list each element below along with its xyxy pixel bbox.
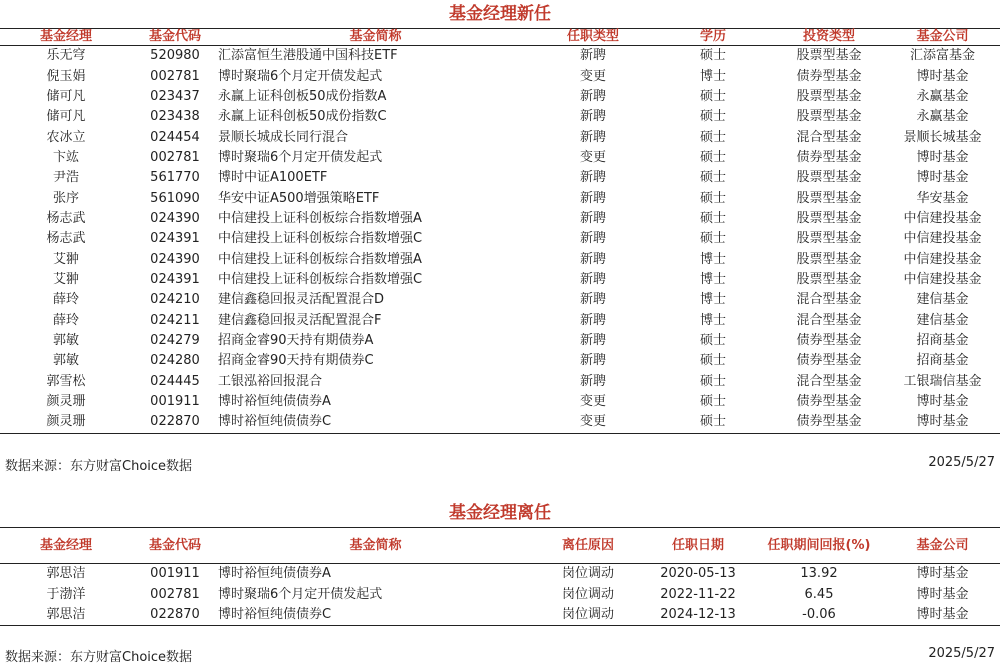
cell-tenure-date: 2022-11-22 [660, 586, 736, 602]
cell-manager: 杨志武 [46, 210, 86, 226]
cell-investment-type: 股票型基金 [796, 231, 862, 247]
cell-fund-code: 024390 [150, 210, 200, 226]
cell-type: 新聘 [579, 373, 606, 389]
cell-manager: 张序 [52, 190, 79, 206]
cell-investment-type: 债券型基金 [773, 412, 885, 433]
cell-education: 博士 [699, 292, 726, 308]
cell-manager: 薛玲 [52, 312, 79, 328]
cell-education: 博士 [699, 271, 726, 287]
cell-tenure-return: -0.06 [753, 605, 885, 626]
table-row [0, 351, 1000, 371]
cell-education: 硕士 [699, 231, 726, 247]
cell-manager: 郭思洁 [0, 605, 132, 626]
header-education: 学历 [653, 29, 773, 46]
cell-leave-reason: 岗位调动 [561, 586, 614, 602]
cell-education: 硕士 [699, 88, 726, 104]
cell-manager: 颜灵珊 [46, 394, 86, 410]
table-row [0, 249, 1000, 269]
cell-fund-company: 华安基金 [916, 190, 969, 206]
cell-fund-company: 博时基金 [916, 149, 969, 165]
cell-manager: 郭雪松 [46, 373, 86, 389]
cell-type: 新聘 [579, 129, 606, 145]
cell-fund-company: 工银瑞信基金 [903, 373, 982, 389]
cell-education: 硕士 [699, 109, 726, 125]
cell-education: 硕士 [699, 48, 726, 64]
cell-type: 新聘 [579, 170, 606, 186]
cell-type: 新聘 [579, 271, 606, 287]
table-row [0, 168, 1000, 188]
cell-fund-name: 博时裕恒纯债债券A [218, 566, 331, 582]
cell-fund-code: 024390 [150, 251, 200, 267]
cell-fund-name: 永赢上证科创板50成份指数C [218, 109, 387, 125]
table-row [0, 564, 1000, 585]
cell-manager: 郭思洁 [46, 566, 86, 582]
table-row [0, 229, 1000, 249]
cell-fund-name: 中信建投上证科创板综合指数增强A [218, 251, 422, 267]
cell-fund-name: 博时聚瑞6个月定开债发起式 [218, 68, 383, 84]
header-manager: 基金经理 [0, 528, 132, 564]
table-row [0, 372, 1000, 392]
cell-investment-type: 股票型基金 [796, 170, 862, 186]
cell-fund-code: 024391 [150, 271, 200, 287]
cell-tenure-return: 6.45 [804, 586, 834, 602]
cell-leave-reason: 岗位调动 [533, 605, 643, 626]
leaving-managers-table [0, 527, 1000, 626]
cell-fund-company: 中信建投基金 [903, 210, 982, 226]
table-row [0, 46, 1000, 67]
cell-fund-company: 汇添富基金 [909, 48, 975, 64]
cell-fund-code: 024454 [150, 129, 200, 145]
cell-fund-company: 博时基金 [916, 68, 969, 84]
cell-type: 新聘 [579, 190, 606, 206]
cell-fund-name: 景顺长城成长同行混合 [218, 129, 349, 145]
cell-fund-code: 022870 [132, 412, 218, 433]
header-leave-reason: 离任原因 [533, 528, 643, 564]
new-source-note: 数据来源：东方财富Choice数据 [5, 459, 193, 474]
cell-manager: 薛玲 [52, 292, 79, 308]
cell-fund-name: 汇添富恒生港股通中国科技ETF [218, 48, 398, 64]
cell-education: 硕士 [699, 332, 726, 348]
table-row [0, 412, 1000, 433]
table-row [0, 270, 1000, 290]
cell-fund-code: 023438 [150, 109, 200, 125]
cell-manager: 储可凡 [46, 88, 86, 104]
cell-investment-type: 债券型基金 [796, 149, 862, 165]
cell-manager: 农冰立 [46, 129, 86, 145]
header-fund-company: 基金公司 [885, 29, 1000, 46]
cell-fund-code: 001911 [150, 394, 200, 410]
cell-investment-type: 债券型基金 [796, 332, 862, 348]
cell-fund-name: 招商金睿90天持有期债券A [218, 332, 374, 348]
new-managers-header-row [0, 29, 1000, 46]
table-row [0, 605, 1000, 626]
cell-fund-name: 中信建投上证科创板综合指数增强C [218, 271, 423, 287]
cell-fund-code: 024279 [150, 332, 200, 348]
cell-fund-code: 002781 [150, 586, 200, 602]
cell-education: 博士 [699, 312, 726, 328]
cell-manager: 艾翀 [52, 251, 79, 267]
table-row [0, 584, 1000, 604]
header-investment-type: 投资类型 [773, 29, 885, 46]
cell-investment-type: 混合型基金 [796, 292, 862, 308]
cell-fund-code: 520980 [150, 48, 200, 64]
leaving-managers-header-row [0, 528, 1000, 564]
cell-fund-name: 博时聚瑞6个月定开债发起式 [218, 149, 383, 165]
cell-manager: 乐无穹 [46, 48, 86, 64]
cell-investment-type: 股票型基金 [796, 109, 862, 125]
cell-fund-code: 002781 [150, 68, 200, 84]
cell-investment-type: 股票型基金 [796, 251, 862, 267]
cell-type: 变更 [579, 394, 606, 410]
cell-fund-company: 景顺长城基金 [903, 129, 982, 145]
cell-fund-name: 华安中证A500增强策略ETF [218, 190, 380, 206]
header-manager: 基金经理 [0, 29, 132, 46]
table-row [0, 392, 1000, 412]
table-row [0, 148, 1000, 168]
cell-type: 新聘 [579, 312, 606, 328]
header-fund-code: 基金代码 [132, 528, 218, 564]
cell-fund-code: 024210 [150, 292, 200, 308]
cell-education: 硕士 [699, 190, 726, 206]
cell-type: 变更 [579, 68, 606, 84]
cell-type: 变更 [533, 412, 653, 433]
cell-type: 新聘 [579, 210, 606, 226]
header-fund-company: 基金公司 [885, 528, 1000, 564]
table-row [0, 290, 1000, 310]
cell-fund-code: 024280 [150, 353, 200, 369]
header-appointment-type: 任职类型 [533, 29, 653, 46]
cell-fund-code: 024391 [150, 231, 200, 247]
leave-source-note: 数据来源：东方财富Choice数据 [5, 650, 193, 665]
cell-investment-type: 股票型基金 [796, 190, 862, 206]
table-row [0, 209, 1000, 229]
new-managers-title: 基金经理新任 [449, 4, 551, 24]
cell-fund-company: 建信基金 [916, 312, 969, 328]
cell-manager: 尹浩 [52, 170, 79, 186]
cell-fund-name: 博时裕恒纯债债券A [218, 394, 331, 410]
cell-investment-type: 债券型基金 [796, 353, 862, 369]
cell-fund-code: 561770 [150, 170, 200, 186]
cell-investment-type: 股票型基金 [796, 271, 862, 287]
cell-fund-code: 023437 [150, 88, 200, 104]
cell-fund-name: 建信鑫稳回报灵活配置混合F [218, 312, 382, 328]
cell-fund-name: 招商金睿90天持有期债券C [218, 353, 374, 369]
table-row [0, 188, 1000, 208]
table-row [0, 87, 1000, 107]
cell-fund-name: 中信建投上证科创板综合指数增强C [218, 231, 423, 247]
cell-education: 硕士 [699, 170, 726, 186]
cell-manager: 杨志武 [46, 231, 86, 247]
cell-education: 硕士 [699, 394, 726, 410]
cell-investment-type: 股票型基金 [796, 88, 862, 104]
cell-manager: 艾翀 [52, 271, 79, 287]
cell-education: 博士 [699, 68, 726, 84]
cell-manager: 倪玉娟 [46, 68, 86, 84]
table-row [0, 66, 1000, 86]
cell-tenure-return: 13.92 [800, 566, 838, 582]
table-row [0, 127, 1000, 147]
cell-education: 硕士 [653, 412, 773, 433]
cell-fund-code: 022870 [132, 605, 218, 626]
cell-investment-type: 债券型基金 [796, 68, 862, 84]
cell-fund-company: 永赢基金 [916, 109, 969, 125]
cell-fund-company: 博时基金 [916, 566, 969, 582]
cell-type: 新聘 [579, 231, 606, 247]
cell-investment-type: 债券型基金 [796, 394, 862, 410]
cell-investment-type: 股票型基金 [796, 210, 862, 226]
cell-fund-code: 024211 [150, 312, 200, 328]
cell-type: 变更 [579, 149, 606, 165]
cell-fund-name: 博时裕恒纯债债券C [218, 605, 533, 626]
cell-type: 新聘 [579, 353, 606, 369]
cell-fund-code: 561090 [150, 190, 200, 206]
table-row [0, 310, 1000, 330]
cell-fund-company: 博时基金 [916, 170, 969, 186]
leave-date: 2025/5/27 [928, 646, 995, 661]
cell-type: 新聘 [579, 48, 606, 64]
cell-fund-name: 建信鑫稳回报灵活配置混合D [218, 292, 385, 308]
cell-fund-code: 024445 [150, 373, 200, 389]
cell-fund-company: 建信基金 [916, 292, 969, 308]
header-fund-name: 基金简称 [218, 528, 533, 564]
cell-education: 硕士 [699, 210, 726, 226]
header-fund-code: 基金代码 [132, 29, 218, 46]
cell-fund-name: 工银泓裕回报混合 [218, 373, 323, 389]
cell-education: 博士 [699, 251, 726, 267]
cell-manager: 郭敏 [52, 332, 79, 348]
new-managers-table [0, 28, 1000, 434]
cell-manager: 于渤洋 [46, 586, 86, 602]
cell-leave-reason: 岗位调动 [561, 566, 614, 582]
leaving-managers-title: 基金经理离任 [449, 503, 551, 523]
header-fund-name: 基金简称 [218, 29, 533, 46]
cell-education: 硕士 [699, 149, 726, 165]
cell-fund-company: 永赢基金 [916, 88, 969, 104]
cell-fund-name: 博时聚瑞6个月定开债发起式 [218, 586, 383, 602]
cell-fund-company: 中信建投基金 [903, 251, 982, 267]
cell-manager: 卞竑 [52, 149, 79, 165]
cell-type: 新聘 [579, 292, 606, 308]
cell-investment-type: 混合型基金 [796, 129, 862, 145]
cell-investment-type: 混合型基金 [796, 373, 862, 389]
cell-education: 硕士 [699, 373, 726, 389]
cell-fund-company: 招商基金 [916, 332, 969, 348]
header-tenure-return: 任职期间回报(%) [753, 528, 885, 564]
cell-fund-company: 招商基金 [916, 353, 969, 369]
cell-manager: 郭敏 [52, 353, 79, 369]
cell-tenure-date: 2024-12-13 [643, 605, 753, 626]
cell-fund-code: 001911 [150, 566, 200, 582]
cell-fund-name: 永赢上证科创板50成份指数A [218, 88, 387, 104]
cell-fund-company: 博时基金 [916, 394, 969, 410]
cell-fund-name: 博时中证A100ETF [218, 170, 328, 186]
header-tenure-date: 任职日期 [643, 528, 753, 564]
cell-type: 新聘 [579, 251, 606, 267]
cell-education: 硕士 [699, 129, 726, 145]
cell-fund-name: 中信建投上证科创板综合指数增强A [218, 210, 422, 226]
cell-type: 新聘 [579, 332, 606, 348]
cell-fund-company: 中信建投基金 [903, 271, 982, 287]
cell-tenure-date: 2020-05-13 [660, 566, 736, 582]
cell-manager: 储可凡 [46, 109, 86, 125]
cell-education: 硕士 [699, 353, 726, 369]
cell-fund-company: 博时基金 [885, 412, 1000, 433]
table-row [0, 107, 1000, 127]
cell-fund-name: 博时裕恒纯债债券C [218, 412, 533, 433]
table-row [0, 331, 1000, 351]
cell-investment-type: 股票型基金 [796, 48, 862, 64]
cell-type: 新聘 [579, 109, 606, 125]
cell-fund-company: 博时基金 [885, 605, 1000, 626]
cell-investment-type: 混合型基金 [796, 312, 862, 328]
new-date: 2025/5/27 [928, 455, 995, 470]
cell-type: 新聘 [579, 88, 606, 104]
cell-fund-company: 博时基金 [916, 586, 969, 602]
cell-manager: 颜灵珊 [0, 412, 132, 433]
cell-fund-company: 中信建投基金 [903, 231, 982, 247]
cell-fund-code: 002781 [150, 149, 200, 165]
